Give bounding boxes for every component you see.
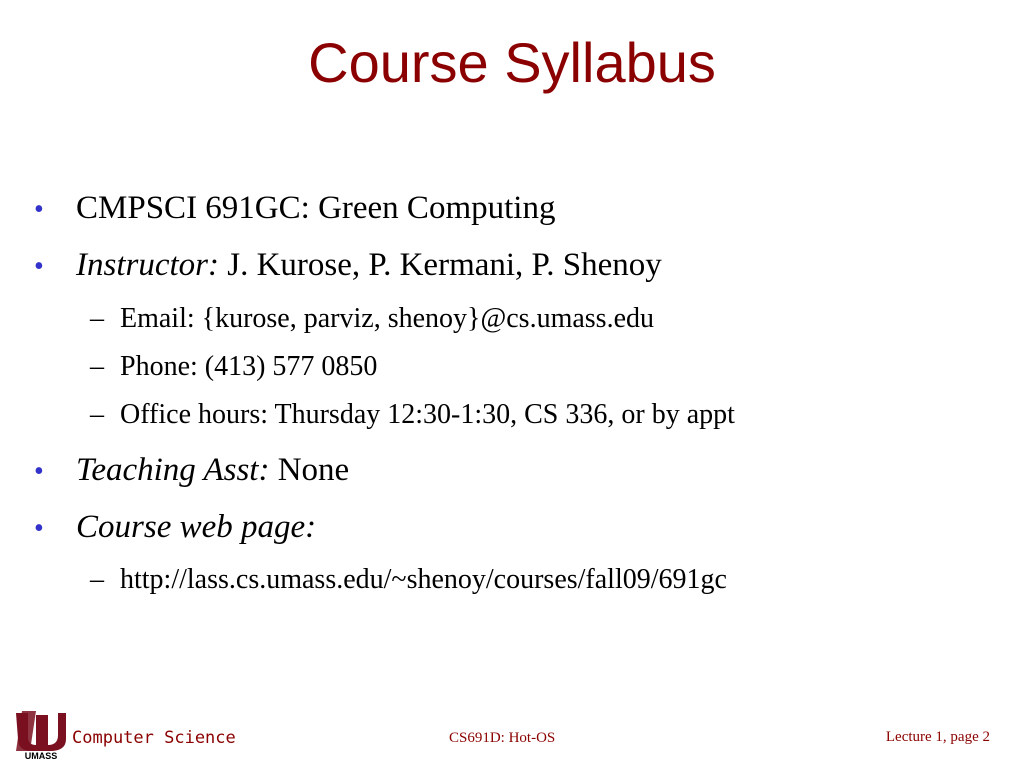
bullet-web-page	[34, 509, 316, 546]
bullet-icon: •	[34, 194, 44, 225]
subitem-text: Phone: (413) 577 0850	[120, 351, 378, 382]
subitem-url	[90, 564, 727, 596]
slide-title: Course Syllabus	[308, 31, 716, 94]
bullet-teaching-asst	[34, 452, 349, 489]
bullet-icon: •	[34, 456, 44, 487]
dash-icon: –	[90, 303, 104, 334]
subitem-text: Office hours: Thursday 12:30-1:30, CS 336, or by appt	[120, 399, 735, 430]
subitem-text: Email: {kurose, parviz, shenoy}@cs.umass.edu	[120, 303, 654, 334]
subitem-office-hours	[90, 399, 735, 431]
bullet-course	[34, 190, 555, 227]
bullet-icon: •	[34, 251, 44, 282]
subitem-text: http://lass.cs.umass.edu/~shenoy/courses/fall09/691gc	[120, 564, 727, 595]
bullet-icon: •	[34, 513, 44, 544]
bullet-text: J. Kurose, P. Kermani, P. Shenoy	[219, 247, 662, 283]
bullet-label: Course web page:	[76, 509, 317, 545]
footer-page-number: Lecture 1, page 2	[885, 729, 990, 745]
bullet-instructor	[34, 247, 662, 284]
bullet-label: Teaching Asst:	[76, 452, 270, 488]
umass-logo	[14, 707, 68, 761]
bullet-text: CMPSCI 691GC: Green Computing	[76, 190, 556, 226]
logo-text: UMASS	[24, 751, 58, 761]
dash-icon: –	[90, 351, 104, 382]
subitem-phone	[90, 351, 377, 383]
footer-course: CS691D: Hot-OS	[449, 730, 556, 746]
bullet-label: Instructor:	[76, 247, 219, 283]
footer-department: Computer Science	[72, 728, 236, 748]
dash-icon: –	[90, 399, 104, 430]
dash-icon: –	[90, 564, 104, 595]
bullet-text: None	[269, 452, 350, 488]
subitem-email	[90, 303, 654, 335]
